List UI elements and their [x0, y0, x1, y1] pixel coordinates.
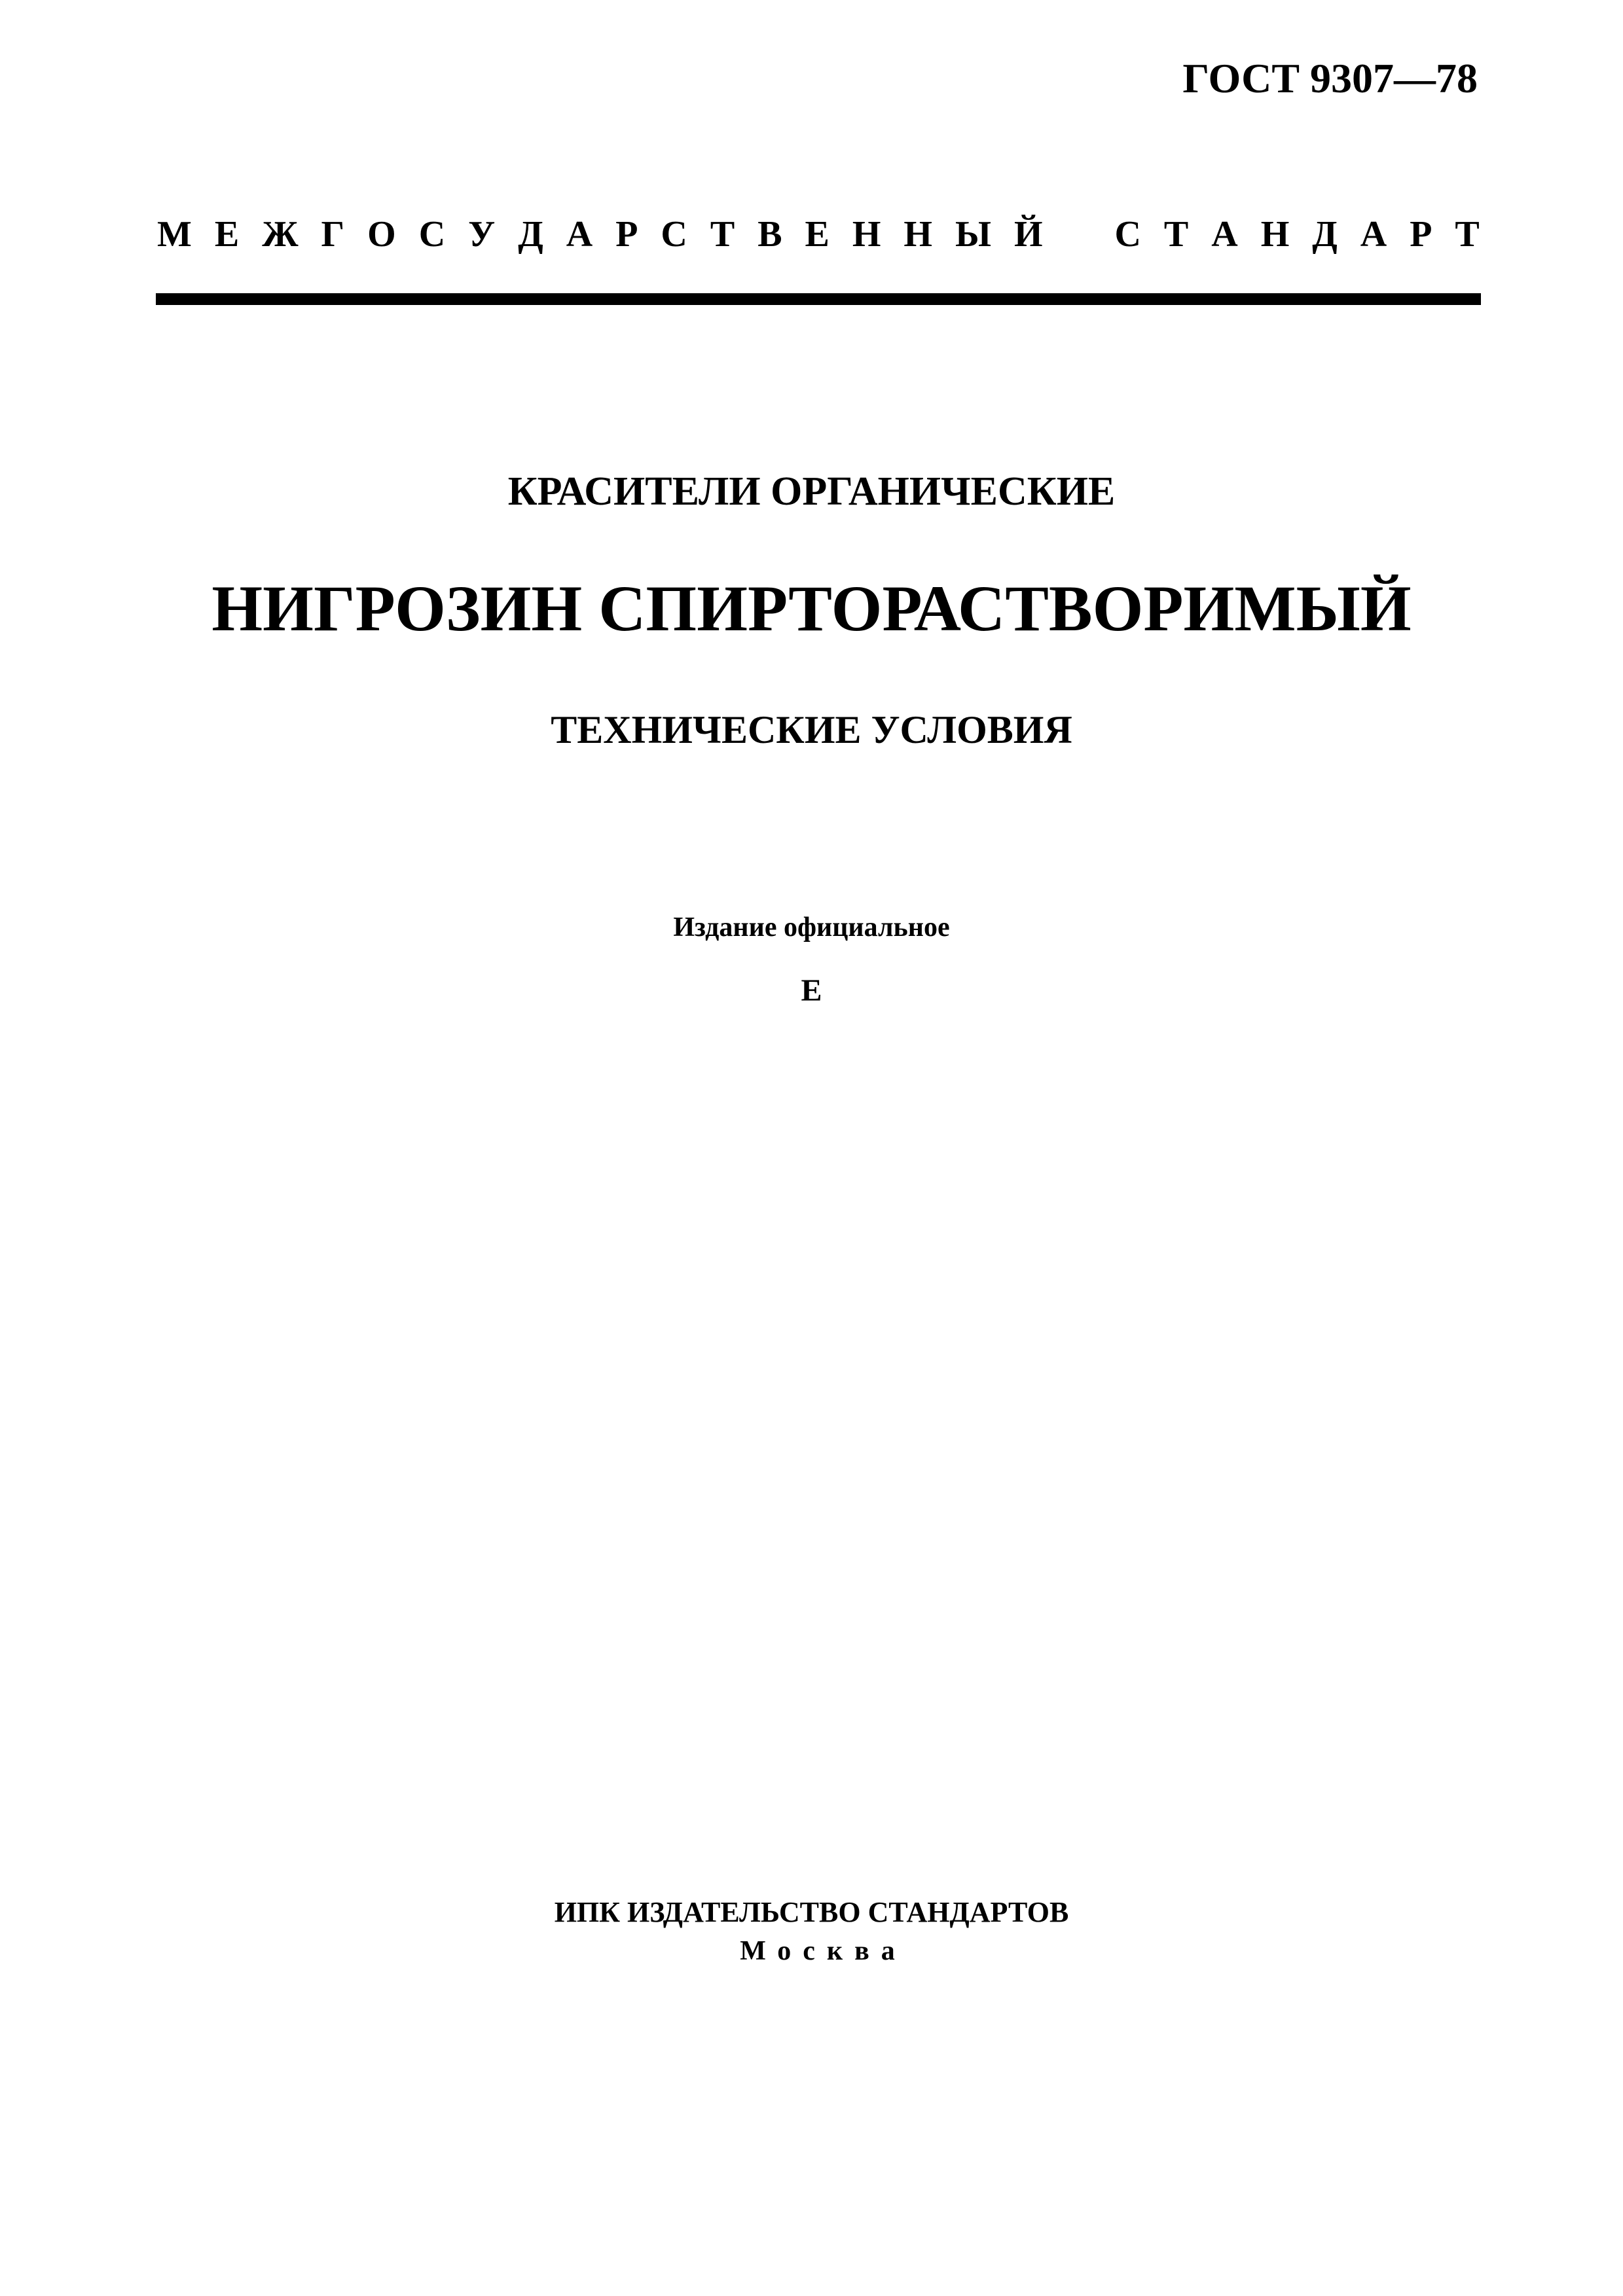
heading-letter: О [367, 214, 396, 255]
publisher-name: ИПК ИЗДАТЕЛЬСТВО СТАНДАРТОВ [554, 1896, 1069, 1928]
heading-letter: А [1360, 214, 1387, 255]
word-gap [1066, 216, 1092, 253]
heading-letter: Т [1163, 214, 1189, 255]
heading-letter: Н [903, 214, 932, 255]
heading-letter: Й [1013, 214, 1043, 255]
heading-letter: С [1114, 214, 1141, 255]
edition-letter: Е [801, 973, 822, 1008]
standard-type-heading [157, 216, 1480, 253]
heading-letter: Д [518, 214, 543, 255]
heading-letter: У [468, 214, 496, 255]
heading-letter: Р [1410, 214, 1432, 255]
publisher-city: Москва [740, 1936, 907, 1966]
heading-letter: С [418, 214, 446, 255]
heading-letter: Д [1312, 214, 1338, 255]
heading-letter: Е [805, 214, 830, 255]
heading-letter: Ж [262, 214, 299, 255]
heading-letter: Р [615, 214, 638, 255]
heading-letter: А [1211, 214, 1238, 255]
heading-letter: М [157, 214, 192, 255]
heading-letter: Г [321, 214, 345, 255]
subtitle: ТЕХНИЧЕСКИЕ УСЛОВИЯ [551, 708, 1072, 751]
heading-letter: Ы [955, 214, 991, 255]
heading-letter: А [566, 214, 593, 255]
heading-letter: Т [1455, 214, 1480, 255]
heading-rule [156, 293, 1481, 305]
heading-letter: Н [1260, 214, 1290, 255]
main-title: НИГРОЗИН СПИРТОРАСТВОРИМЫЙ [211, 572, 1412, 645]
document-number: ГОСТ 9307—78 [1182, 55, 1478, 101]
heading-letter: Е [214, 214, 240, 255]
category-title: КРАСИТЕЛИ ОРГАНИЧЕСКИЕ [507, 469, 1116, 514]
edition-label: Издание официальное [673, 912, 950, 942]
heading-letter: В [757, 214, 782, 255]
heading-letter: С [661, 214, 687, 255]
heading-letter: Т [710, 214, 735, 255]
heading-letter: Н [852, 214, 881, 255]
